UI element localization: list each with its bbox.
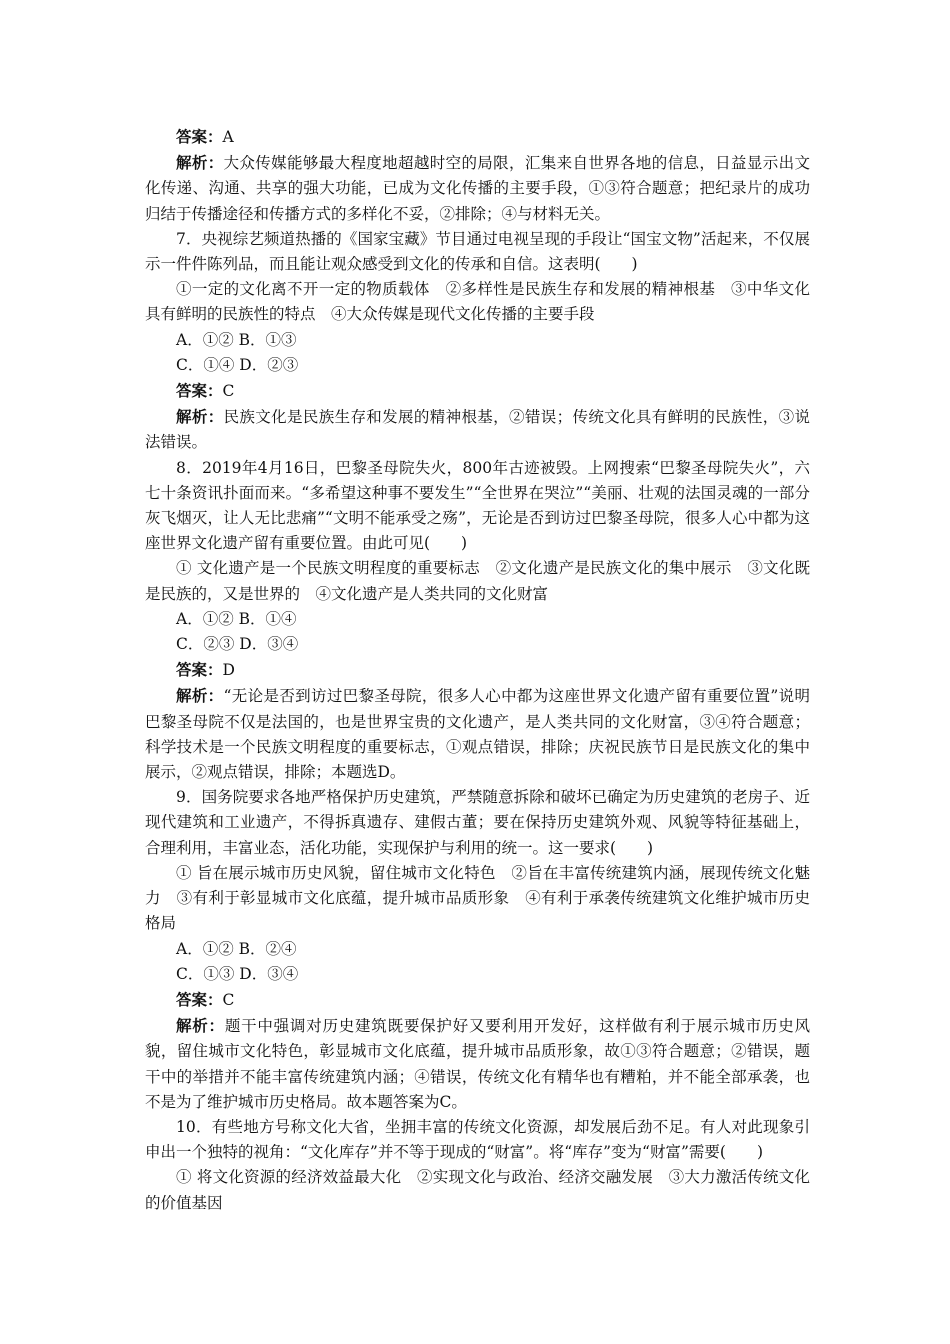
document-body [145,124,810,1216]
q8-statements: ① 文化遗产是一个民族文明程度的重要标志 ②文化遗产是民族文化的集中展示 ③文化既是民族的，又是世界的 ④文化遗产是人类共同的文化财富 [145,559,810,603]
answer-label: 答案： [176,989,223,1009]
q8-options-1: A．①② B．①④ [176,609,297,628]
answer-label: 答案： [176,381,223,401]
analysis-label: 解析： [176,1016,225,1036]
q10-statements: ① 将文化资源的经济效益最大化 ②实现文化与政治、经济交融发展 ③大力激活传统文化的价值基因 [145,1168,810,1212]
analysis-label: 解析： [176,153,224,173]
q8-answer: 答案：D [176,660,235,680]
q6-analysis: 解析：大众传媒能够最大程度地超越时空的局限，汇集来自世界各地的信息，日益显示出文化传递、沟通、共享的强大功能，已成为文化传播的主要手段，①③符合题意；把纪录片的成功归结于传播途径和传播方式的多样化不妥，②排除；④与材料无关。 [145,153,810,223]
q7-options-1: A．①② B．①③ [176,330,297,349]
q7-options-2: C．①④ D．②③ [176,355,299,374]
q8-options-2: C．②③ D．③④ [176,635,299,654]
q6-answer: 答案：A [176,127,234,146]
analysis-label: 解析： [176,407,224,427]
q7-stem: 7．央视综艺频道热播的《国家宝藏》节目通过电视呈现的手段让“国宝文物”活起来，不仅展示一件件陈列品，而且能让观众感受到文化的传承和自信。这表明( ) [145,229,810,274]
q10-stem: 10．有些地方号称文化大省，坐拥丰富的传统文化资源，却发展后劲不足。有人对此现象引申出一个独特的视角：“文化库存”并不等于现成的“财富”。将“库存”变为“财富”需要( ) [145,1117,810,1162]
q9-answer: 答案：C [176,989,235,1009]
q9-options-1: A．①② B．②④ [176,939,297,958]
q7-answer: 答案：C [176,381,235,401]
q7-analysis: 解析：民族文化是民族生存和发展的精神根基，②错误；传统文化具有鲜明的民族性，③说法错误。 [145,407,810,452]
q9-statements: ① 旨在展示城市历史风貌，留住城市文化特色 ②旨在丰富传统建筑内涵，展现传统文化魅力 ③有利于彰显城市文化底蕴，提升城市品质形象 ④有利于承袭传统建筑文化维护城市历史格局 [145,863,810,933]
analysis-label: 解析： [176,686,224,706]
q9-options-2: C．①③ D．③④ [176,964,299,983]
q9-stem: 9．国务院要求各地严格保护历史建筑，严禁随意拆除和破坏已确定为历史建筑的老房子、近现代建筑和工业遗产，不得拆真遗存、建假古董；要在保持历史建筑外观、风貌等特征基础上，合理利用，丰富业态，活化功能，实现保护与利用的统一。这一要求( ) [145,788,810,857]
q7-statements: ①一定的文化离不开一定的物质载体 ②多样性是民族生存和发展的精神根基 ③中华文化具有鲜明的民族性的特点 ④大众传媒是现代文化传播的主要手段 [145,280,810,324]
q8-stem: 8．2019年4月16日，巴黎圣母院失火，800年古迹被毁。上网搜索“巴黎圣母院失火”，六七十条资讯扑面而来。“多希望这种事不要发生”“全世界在哭泣”“美丽、壮观的法国灵魂的一部分灰飞烟灭，让人无比悲痛”“文明不能承受之殇”，无论是否到访过巴黎圣母院，很多人心中都为这座世界文化遗产留有重要位置。由此可见( ) [145,458,810,553]
q8-analysis: 解析：“无论是否到访过巴黎圣母院，很多人心中都为这座世界文化遗产留有重要位置”说明巴黎圣母院不仅是法国的，也是世界宝贵的文化遗产，是人类共同的文化财富，③④符合题意；科学技术是一个民族文明程度的重要标志，①观点错误，排除；庆祝民族节日是民族文化的集中展示，②观点错误，排除；本题选D。 [145,686,810,782]
q9-analysis: 解析：题干中强调对历史建筑既要保护好又要利用开发好，这样做有利于展示城市历史风貌，留住城市文化特色，彰显城市文化底蕴，提升城市品质形象，故①③符合题意；②错误，题干中的举措并不能丰富传统建筑内涵；④错误，传统文化有精华也有糟粕，并不能全部承袭，也不是为了维护城市历史格局。故本题答案为C。 [145,1016,810,1111]
answer-label: 答案： [176,127,223,146]
answer-label: 答案： [176,660,223,680]
